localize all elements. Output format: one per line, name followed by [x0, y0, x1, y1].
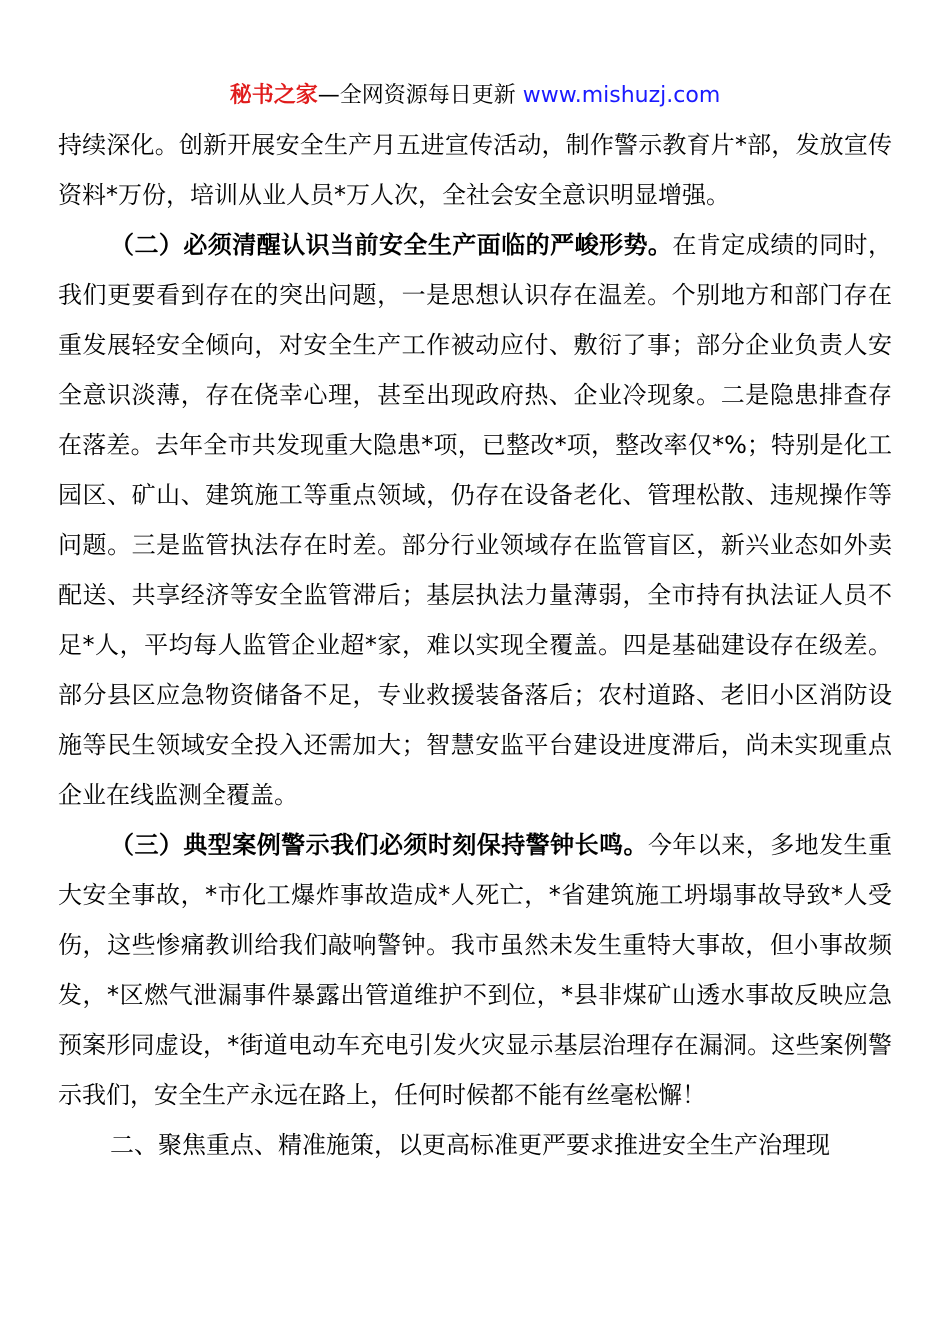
paragraph-3-body: 今年以来，多地发生重大安全事故，*市化工爆炸事故造成*人死亡，*省建筑施工坍塌事故导致*人受伤，这些惨痛教训给我们敲响警钟。我市虽然未发生重特大事故，但小事故频发，*区燃气泄漏事件暴露出管道维护不到位，*县非煤矿山透水事故反映应急预案形同虚设，*街道电动车充电引发火灾显示基层治理存在漏洞。这些案例警示我们，安全生产永远在路上，任何时候都不能有丝毫松懈！: [58, 831, 893, 1109]
site-slogan: —全网资源每日更新: [317, 83, 523, 108]
document-body: [58, 120, 892, 1170]
site-brand: 秘书之家: [229, 83, 318, 108]
paragraph-2-body: 在肯定成绩的同时，我们更要看到存在的突出问题，一是思想认识存在温差。个别地方和部门存在重发展轻安全倾向，对安全生产工作被动应付、敷衍了事；部分企业负责人安全意识淡薄，存在侥幸心理，甚至出现政府热、企业冷现象。二是隐患排查存在落差。去年全市共发现重大隐患*项，已整改*项，整改率仅*%；特别是化工园区、矿山、建筑施工等重点领域，仍存在设备老化、管理松散、违规操作等问题。三是监管执法存在时差。部分行业领域存在监管盲区，新兴业态如外卖配送、共享经济等安全监管滞后；基层执法力量薄弱，全市持有执法证人员不足*人，平均每人监管企业超*家，难以实现全覆盖。四是基础建设存在级差。部分县区应急物资储备不足，专业救援装备落后；农村道路、老旧小区消防设施等民生领域安全投入还需加大；智慧安监平台建设进度滞后，尚未实现重点企业在线监测全覆盖。: [58, 231, 893, 809]
paragraph-1: 持续深化。创新开展安全生产月五进宣传活动，制作警示教育片*部，发放宣传资料*万份，培训从业人员*万人次，全社会安全意识明显增强。: [58, 131, 892, 209]
paragraph-3: [58, 820, 892, 1120]
section-heading-2: （二）必须清醒认识当前安全生产面临的严峻形势。: [110, 231, 673, 259]
paragraph-4: 二、聚焦重点、精准施策，以更高标准更严要求推进安全生产治理现: [110, 1131, 830, 1159]
site-url-link[interactable]: www.mishuzj.com: [522, 83, 721, 108]
site-header: [0, 80, 950, 112]
section-heading-3: （三）典型案例警示我们必须时刻保持警钟长鸣。: [110, 831, 648, 859]
paragraph-2: [58, 220, 892, 820]
